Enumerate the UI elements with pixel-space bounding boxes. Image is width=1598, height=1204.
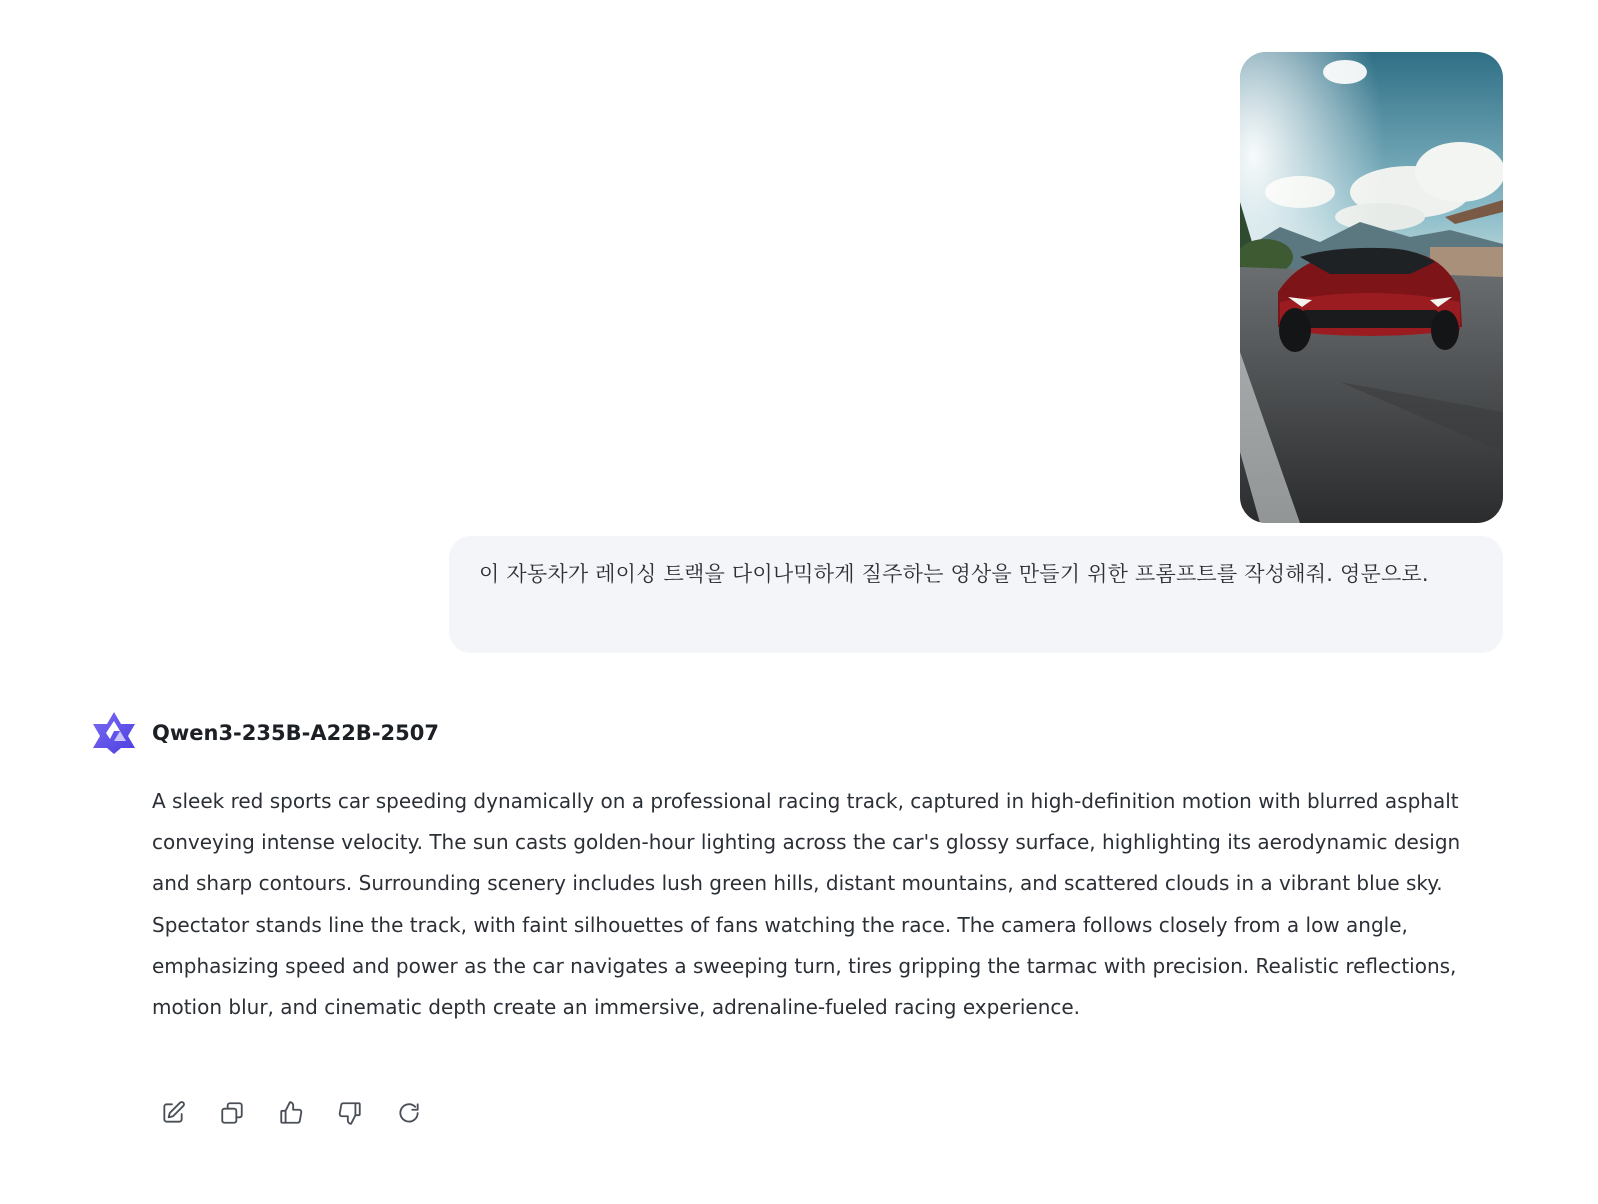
qwen-logo-icon <box>90 709 138 757</box>
copy-button[interactable] <box>211 1092 253 1134</box>
thumbs-up-button[interactable] <box>270 1092 312 1134</box>
user-uploaded-image[interactable] <box>1240 52 1503 523</box>
copy-icon <box>219 1100 245 1126</box>
message-actions <box>152 1092 430 1134</box>
regenerate-button[interactable] <box>388 1092 430 1134</box>
car-photo <box>1240 52 1503 523</box>
edit-button[interactable] <box>152 1092 194 1134</box>
regenerate-icon <box>396 1100 422 1126</box>
edit-icon <box>160 1100 186 1126</box>
user-message-text: 이 자동차가 레이싱 트랙을 다이나믹하게 질주하는 영상을 만들기 위한 프롬프트를 작성해줘. 영문으로. <box>479 562 1429 586</box>
assistant-answer-text: A sleek red sports car speeding dynamically on a professional racing track, captured in high-definition motion with blurred asphalt conveying intense velocity. The sun casts golden-hour lighting across the car's glossy surface, highlighting its aerodynamic design and sharp contours. Surrounding scenery includes lush green hills, distant mountains, and scattered clouds in a vibrant blue sky. Spectator stands line the track, with faint silhouettes of fans watching the race. The camera follows closely from a low angle, emphasizing speed and power as the car navigates a sweeping turn, tires gripping the tarmac with precision. Realistic reflections, motion blur, and cinematic depth create an immersive, adrenaline-fueled racing experience. <box>152 789 1461 1020</box>
thumbs-down-icon <box>337 1100 363 1126</box>
model-name: Qwen3-235B-A22B-2507 <box>152 721 439 745</box>
thumbs-down-button[interactable] <box>329 1092 371 1134</box>
assistant-header <box>90 708 439 758</box>
user-message-bubble <box>449 536 1503 653</box>
thumbs-up-icon <box>278 1100 304 1126</box>
